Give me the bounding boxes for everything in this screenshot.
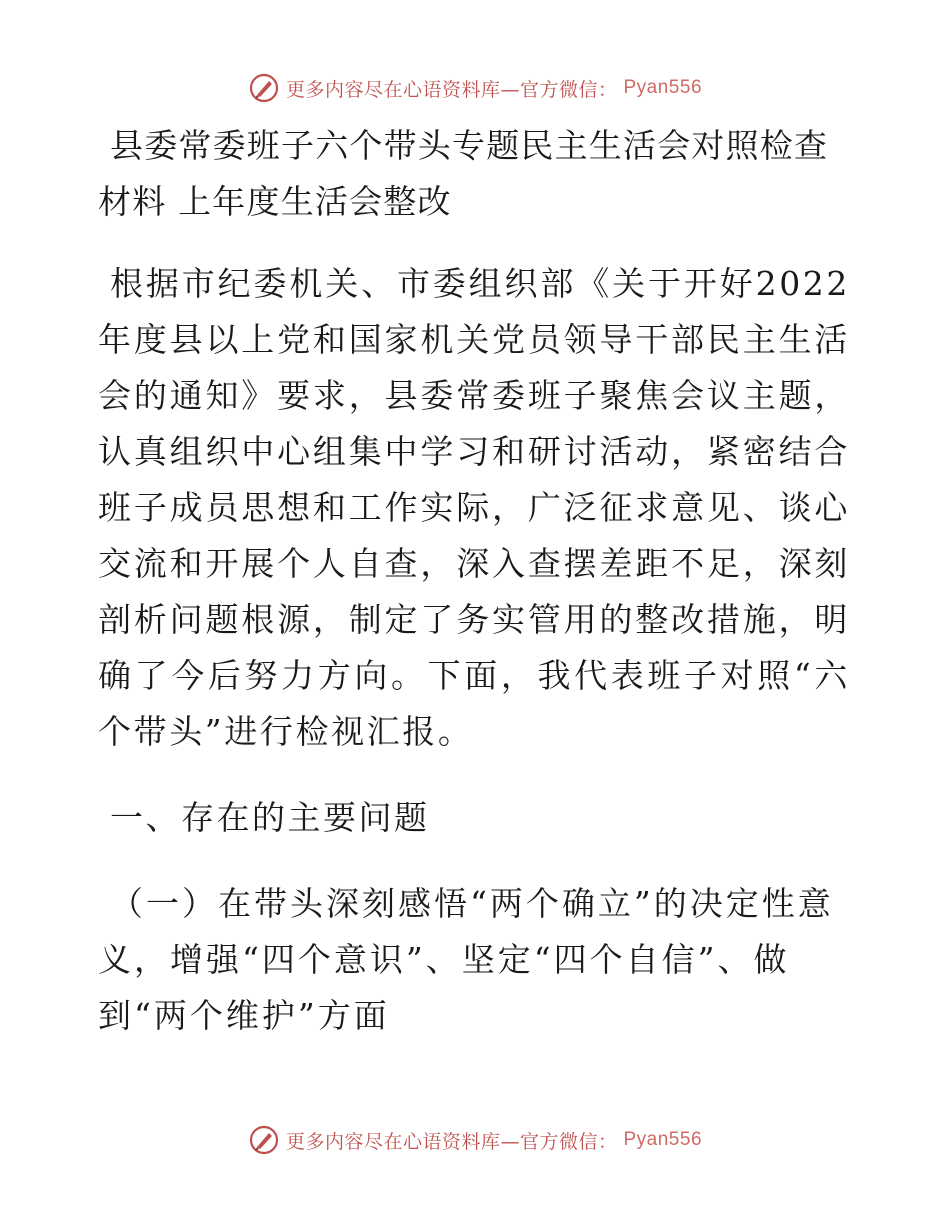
subsection-heading: （一）在带头深刻感悟“两个确立”的决定性意义，增强“四个意识”、坚定“四个自信”、做到“两个维护”方面 — [98, 884, 834, 1035]
watermark-handle: Pyan556 — [623, 1129, 703, 1150]
watermark-handle: Pyan556 — [623, 77, 703, 98]
pen-logo-icon — [248, 72, 280, 104]
watermark-text: 更多内容尽在心语资料库—官方微信： — [285, 78, 618, 101]
document-title: 县委常委班子六个带头专题民主生活会对照检查材料 上年度生活会整改 — [98, 126, 829, 221]
intro-paragraph: 根据市纪委机关、市委组织部《关于开好2022年度县以上党和国家机关党员领导干部民主生活会的通知》要求，县委常委班子聚焦会议主题，认真组织中心组集中学习和研讨活动，紧密结合班子成员思想和工作实际，广泛征求意见、谈心交流和开展个人自查，深入查摆差距不足，深刻剖析问题根源，制定了务实管用的整改措施，明确了今后努力方向。下面，我代表班子对照“六个带头”进行检视汇报。 — [98, 264, 850, 751]
document-body — [98, 118, 850, 1044]
section-heading: 一、存在的主要问题 — [110, 798, 430, 837]
header-watermark — [0, 72, 950, 104]
pen-logo-icon — [248, 1124, 280, 1156]
footer-watermark — [0, 1124, 950, 1156]
watermark-text: 更多内容尽在心语资料库—官方微信： — [285, 1130, 618, 1153]
